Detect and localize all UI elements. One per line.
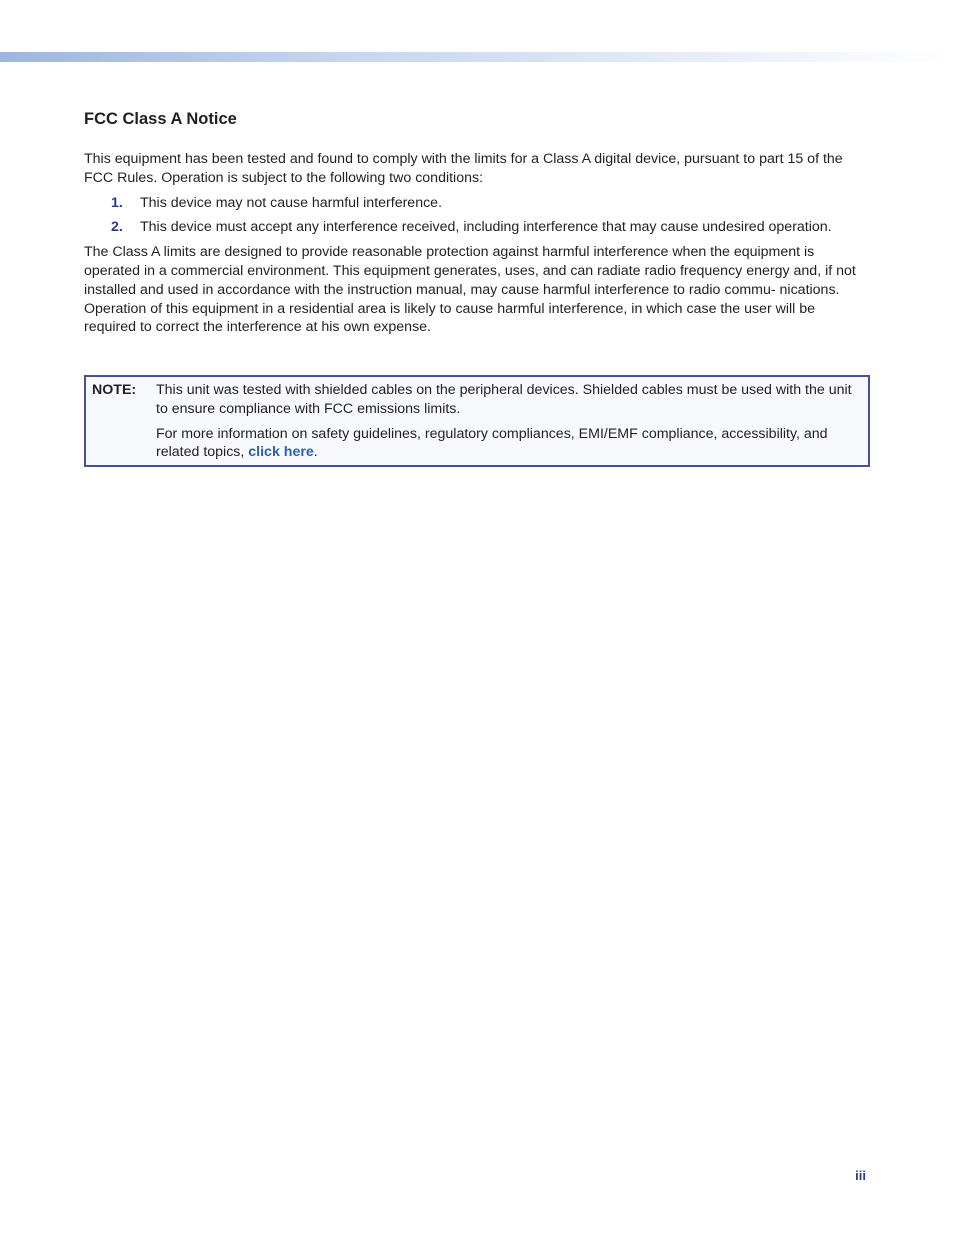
condition-number: 1. — [111, 194, 123, 211]
section-heading: FCC Class A Notice — [84, 110, 237, 128]
list-item — [84, 218, 870, 237]
header-gradient-band — [0, 52, 954, 62]
condition-number: 2. — [111, 219, 123, 236]
note-box — [84, 375, 870, 467]
fcc-notice-section — [84, 108, 870, 337]
intro-paragraph: This equipment has been tested and found to comply with the limits for a Class A digital device, pursuant to part 15 of the FCC Rules. Operation is subject to the following two conditions: — [84, 151, 843, 186]
note-period: . — [313, 444, 318, 461]
limits-paragraph: The Class A limits are designed to provide reasonable protection against harmful interference when the equipment is operated in a commercial environment. This equipment generates, uses, and can radiate radio frequency energy and, if not installed and used in accordance with the instruction manual, may cause harmful interference to radio commu- nications. Operation of this equipment in a residential area is likely to cause harmful interference, in which case the user will be required to correct the interference at his own expense. — [84, 244, 856, 336]
conditions-list — [84, 194, 870, 238]
note-paragraph-shielded-cables: This unit was tested with shielded cables on the peripheral devices. Shielded cables must be used with the unit to ensure compliance with FCC emissions limits. — [156, 382, 852, 417]
note-paragraph-more-info — [156, 425, 862, 463]
note-more-info-text: For more information on safety guidelines, regulatory compliances, EMI/EMF compliance, accessibility, and related topics, — [156, 425, 828, 461]
condition-text: This device may not cause harmful interference. — [140, 194, 443, 211]
page-number: iii — [855, 1168, 866, 1183]
note-label: NOTE: — [92, 382, 137, 398]
condition-text: This device must accept any interference received, including interference that may cause undesired operation. — [140, 219, 832, 236]
click-here-link[interactable]: click here — [248, 444, 314, 461]
list-item — [84, 194, 870, 213]
note-body — [156, 381, 862, 462]
